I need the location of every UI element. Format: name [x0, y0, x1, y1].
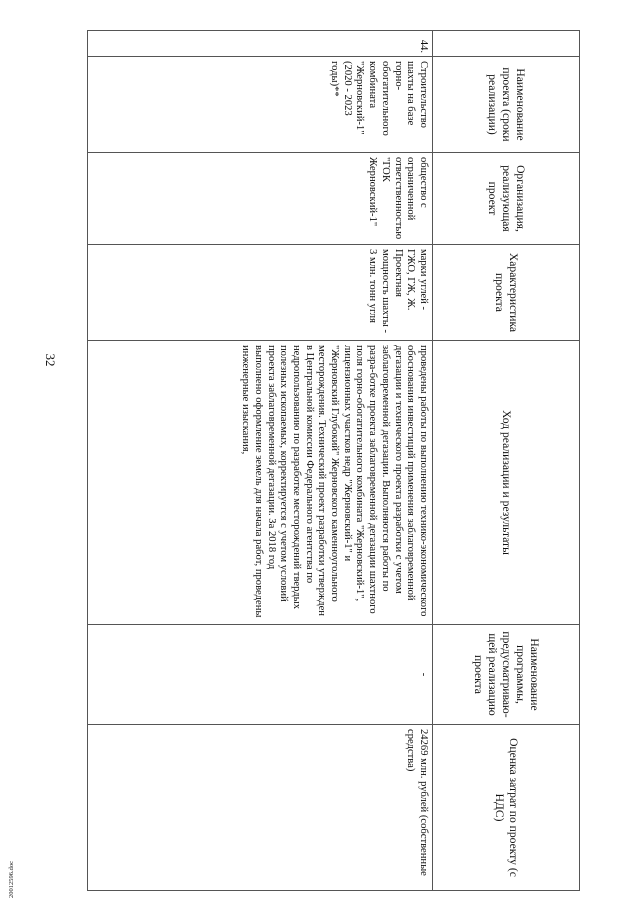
header-program: Наименование программы, предусматриваю-щей реализацию проекта: [433, 625, 580, 725]
row-characteristic: марки углей - ГЖО, ГЖ, Ж. Проектная мощность шахты - 3 млн. тонн угля: [88, 245, 433, 341]
row-program: -: [88, 625, 433, 725]
header-organization: Организация, реализующая проект: [433, 153, 580, 245]
header-progress: Ход реализации и результаты: [433, 341, 580, 625]
row-progress: проведены работы по выполнению технико-экономического обоснования инвестиций применения заблаговременной дегазации и технического проекта разработки с учетом заблаговременной дегазации. Выполняются работы по разра-ботке проекта заблаговременной дегазации шахтного поля горно-обогатительного комбината "Жерновский-1", лицензионных участков недр "Жерновский-1" и "Жерновский Глубокий" Жерновского каменноугольного месторождения. Технический проект разработки утвержден в Центральной комиссии Федерального агентства по недропользованию по разработке месторождений твердых полезных ископаемых, корректируется с учетом условий проекта заблаговременной дегазации. За 2018 год выполнено оформление земель для начала работ, проведены инженерные изыскания,: [88, 341, 433, 625]
page-number: 32: [43, 353, 58, 367]
table-row: [88, 31, 433, 891]
row-project: Строительство шахты на базе горно-обогатительного комбината "Жерновский-1" (2020 - 2023 годы)**: [88, 57, 433, 153]
rotated-table-sheet: [70, 30, 580, 890]
projects-table: [87, 30, 580, 891]
header-number: [433, 31, 580, 57]
row-organization: общество с ограниченной ответственностью "ГОК Жерновский-1": [88, 153, 433, 245]
header-characteristic: Характеристика проекта: [433, 245, 580, 341]
table-header-row: [433, 31, 580, 891]
header-cost: Оценка затрат по проекту (с НДС): [433, 725, 580, 891]
file-name-footer: 20012596.doc: [8, 860, 15, 898]
row-number: 44.: [88, 31, 433, 57]
row-cost: 24269 млн. рублей (собственные средства): [88, 725, 433, 891]
header-project-name: Наименование проекта (сроки реализации): [433, 57, 580, 153]
